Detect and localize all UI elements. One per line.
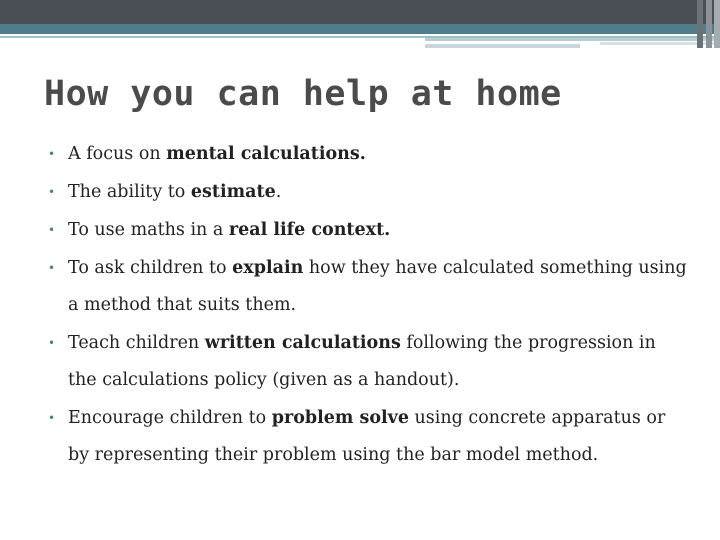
bullet-icon: • [48,223,56,237]
bullet-text: To ask children to [68,258,233,278]
header-stripe [425,38,720,41]
bullet-icon: • [48,336,56,350]
bullet-text: using concrete apparatus or by representing their problem using the bar model method. [68,408,666,465]
bullet-text: following the progression in the calculations policy (given as a handout). [68,333,656,390]
header-stripe [425,44,580,48]
bullet-item [48,136,688,173]
bullet-text: A focus on [68,144,167,164]
bullet-item [48,250,688,324]
bullet-icon: • [48,147,56,161]
bullet-emphasis: mental calculations. [166,144,366,164]
bullet-item [48,212,688,249]
header-dark-band [0,0,720,24]
bullet-text: . [275,182,282,202]
bullet-icon: • [48,261,56,275]
bullet-emphasis: written calculations [204,333,401,353]
slide-title: How you can help at home [44,74,562,114]
bullet-text: The ability to [68,182,191,202]
bullet-icon: • [48,185,56,199]
bullet-text: To use maths in a [68,220,229,240]
bullet-text: how they have calculated something using a method that suits them. [68,258,687,315]
corner-block [714,0,720,48]
bullet-item [48,174,688,211]
bullet-text: Encourage children to [68,408,272,428]
bullet-item [48,400,688,474]
bullet-item [48,325,688,399]
header-teal-band [0,24,720,34]
bullet-emphasis: explain [232,258,304,278]
bullet-emphasis: real life context. [228,220,391,240]
bullet-emphasis: problem solve [271,408,409,428]
bullet-icon: • [48,411,56,425]
corner-block [697,0,703,48]
bullet-text: Teach children [68,333,205,353]
bullet-emphasis: estimate [190,182,276,202]
bullet-list [48,136,688,475]
corner-block [706,0,712,48]
